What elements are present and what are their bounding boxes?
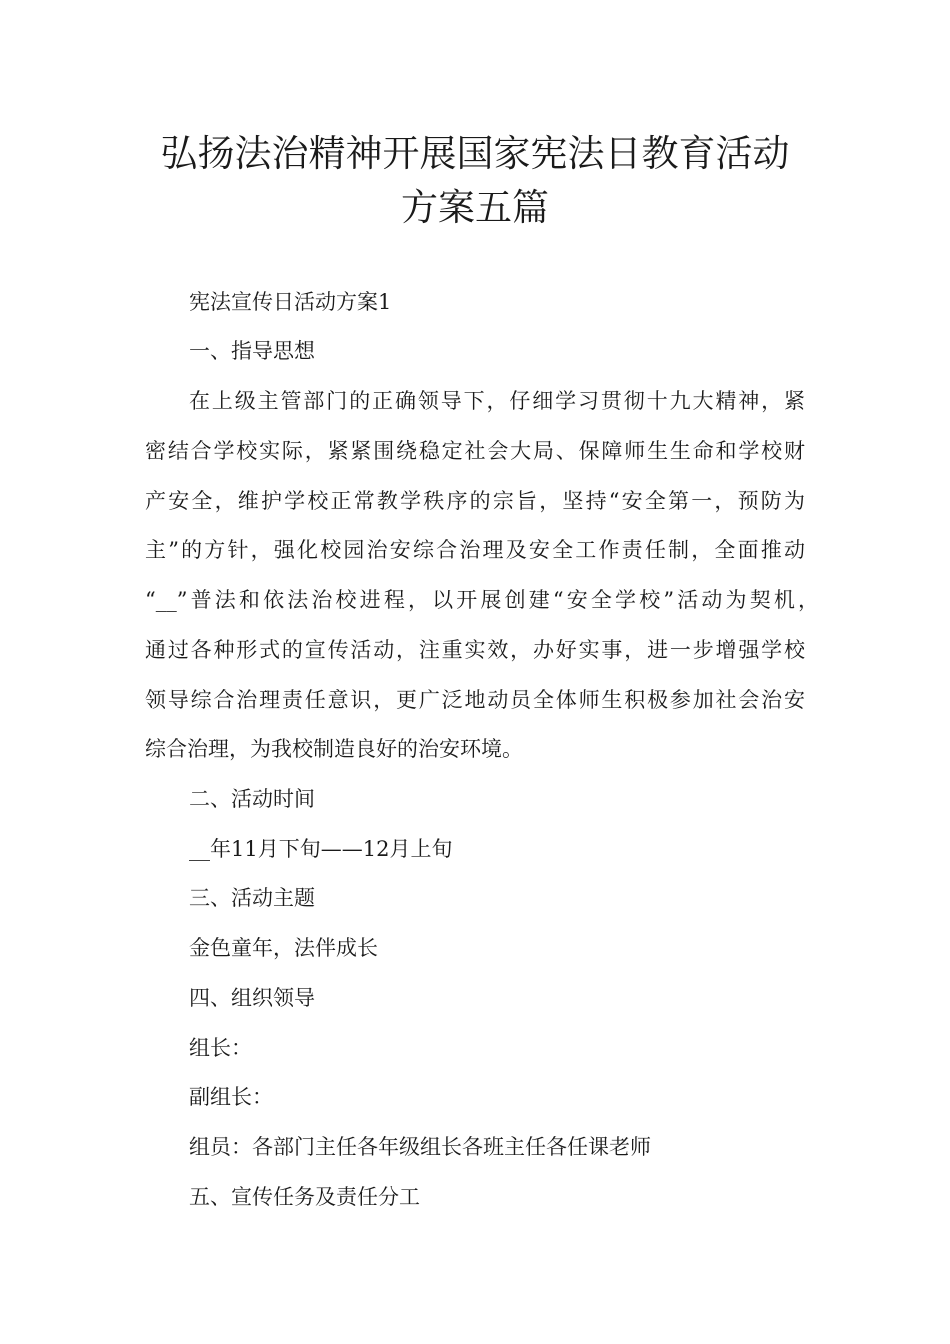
- paragraph-line: 产安全，维护学校正常教学秩序的宗旨，坚持“安全第一，预防为: [145, 489, 805, 513]
- paragraph-line: 领导综合治理责任意识，更广泛地动员全体师生积极参加社会治安: [145, 688, 805, 712]
- activity-time-text: __年11月下旬——12月上旬: [189, 837, 453, 861]
- paragraph-line: 通过各种形式的宣传活动，注重实效，办好实事，进一步增强学校: [145, 638, 805, 662]
- section-heading-publicity-tasks: 五、宣传任务及责任分工: [189, 1185, 420, 1209]
- activity-theme-text: 金色童年，法伴成长: [189, 936, 378, 960]
- document-title-line-2: 方案五篇: [401, 186, 549, 229]
- section-heading-activity-time: 二、活动时间: [189, 787, 315, 811]
- section-heading-organization: 四、组织领导: [189, 986, 315, 1010]
- deputy-leader-text: 副组长：: [189, 1085, 273, 1109]
- section-heading-guiding-ideology: 一、指导思想: [189, 339, 315, 363]
- section-heading-activity-theme: 三、活动主题: [189, 886, 315, 910]
- group-members-text: 组员：各部门主任各年级组长各班主任各任课老师: [189, 1135, 651, 1159]
- paragraph-line: 主”的方针，强化校园治安综合治理及安全工作责任制，全面推动: [145, 538, 805, 562]
- document-title-line-1: 弘扬法治精神开展国家宪法日教育活动: [160, 132, 790, 175]
- paragraph-line: 密结合学校实际，紧紧围绕稳定社会大局、保障师生生命和学校财: [145, 439, 805, 463]
- paragraph-line: “__”普法和依法治校进程，以开展创建“安全学校”活动为契机，: [145, 588, 819, 612]
- plan-subtitle: 宪法宣传日活动方案1: [189, 290, 392, 314]
- group-leader-text: 组长：: [189, 1036, 252, 1060]
- paragraph-line: 综合治理，为我校制造良好的治安环境。: [145, 737, 523, 761]
- paragraph-line: 在上级主管部门的正确领导下，仔细学习贯彻十九大精神，紧: [189, 389, 805, 413]
